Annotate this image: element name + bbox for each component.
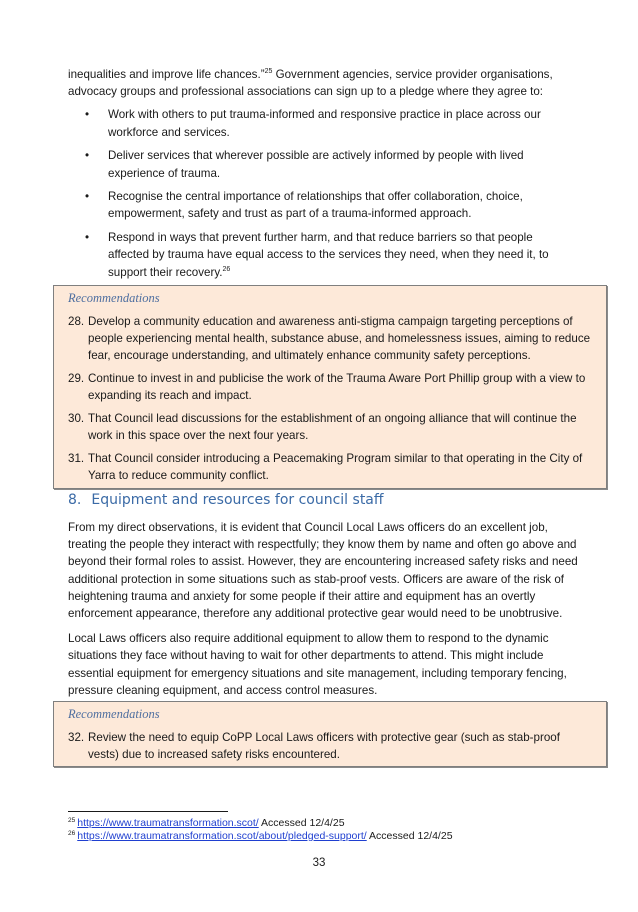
recommendation-item: 30. That Council lead discussions for the establishment of an ongoing alliance that will continue the work in this space over the next four years.: [68, 412, 577, 443]
body-paragraph: Local Laws officers also require additional equipment to allow them to respond to the dynamic situations they face without having to wait for other departments to attend. This might include essential equipment for emergency situations and site management, including temporary fencing, pressure cleaning equipment, and access control measures.: [68, 632, 567, 697]
pledge-list: [68, 106, 574, 280]
footnote-separator: [68, 811, 228, 812]
footnote-26: $^{26}$ https://www.traumatransformation.scot/about/pledged-support/ Accessed 12/4/25: [68, 829, 453, 842]
footnote-ref-25[interactable]: 25: [264, 68, 273, 76]
section-body: [68, 519, 578, 707]
footnotes: [68, 817, 453, 843]
bullet-icon: •: [85, 231, 90, 245]
footnote-link[interactable]: https://www.traumatransformation.scot/about/pledged-support/: [77, 830, 367, 842]
body-paragraph: From my direct observations, it is evident that Council Local Laws officers do an excellent job, treating the people they interact with respectfully; they know them by name and often go above and beyond their formal roles to assist. However, they are encountering increased safety risks and need additional protection in some situations such as stab-proof vests. Officers are aware of the risk of heightening trauma and anxiety for some people if their attire and equipment has an overtly enforcement appearance, therefore any additional protective gear would need to be unobtrusive.: [68, 521, 578, 621]
bullet-icon: •: [85, 190, 90, 204]
bullet-icon: •: [85, 108, 90, 122]
recommendations-list: [68, 729, 592, 763]
intro-paragraph: inequalities and improve life chances.”$^{25}$ Government agencies, service provider organisations, advocacy groups and professional associations can sign up to a pledge where they agree to:: [68, 68, 553, 99]
recommendations-title: Recommendations: [68, 291, 160, 305]
footnote-ref-26[interactable]: 26: [222, 265, 231, 273]
list-item: • Recognise the central importance of relationships that offer collaboration, choice, empowerment, safety and trust as part of a trauma-informed approach.: [85, 190, 523, 221]
list-item: • Respond in ways that prevent further harm, and that reduce barriers so that people affected by trauma have equal access to the services they need, when they need it, to support their recovery.$^{26}$: [85, 231, 549, 279]
recommendation-item: 31. That Council consider introducing a Peacemaking Program similar to that operating in the City of Yarra to reduce community conflict.: [68, 451, 583, 483]
intro-block: [68, 66, 574, 287]
recommendations-box-1: [53, 285, 607, 489]
footnote-25: $^{25}$ https://www.traumatransformation.scot/ Accessed 12/4/25: [68, 816, 345, 829]
page-number: 33: [312, 857, 326, 869]
recommendation-item: 32. Review the need to equip CoPP Local Laws officers with protective gear (such as stab-proof vests) due to increased safety risks encountered.: [68, 731, 560, 762]
recommendation-item: 28. Develop a community education and awareness anti-stigma campaign targeting perceptions of people experiencing mental health, substance abuse, and homelessness issues, aiming to reduce fear, encourage understanding, and ultimately enhance community safety perceptions.: [68, 315, 591, 363]
section-heading: 8. Equipment and resources for council staff: [68, 492, 384, 508]
recommendations-list: [68, 313, 592, 484]
recommendations-box-2: [53, 701, 607, 767]
recommendation-item: 29. Continue to invest in and publicise the work of the Trauma Aware Port Phillip group with a view to expanding its reach and impact.: [68, 372, 586, 403]
list-item: • Deliver services that wherever possible are actively informed by people with lived experience of trauma.: [85, 149, 524, 180]
list-item: • Work with others to put trauma-informed and responsive practice in place across our workforce and services.: [85, 108, 541, 139]
footnote-link[interactable]: https://www.traumatransformation.scot/: [77, 817, 259, 829]
recommendations-title: Recommendations: [68, 707, 160, 721]
bullet-icon: •: [85, 149, 90, 163]
